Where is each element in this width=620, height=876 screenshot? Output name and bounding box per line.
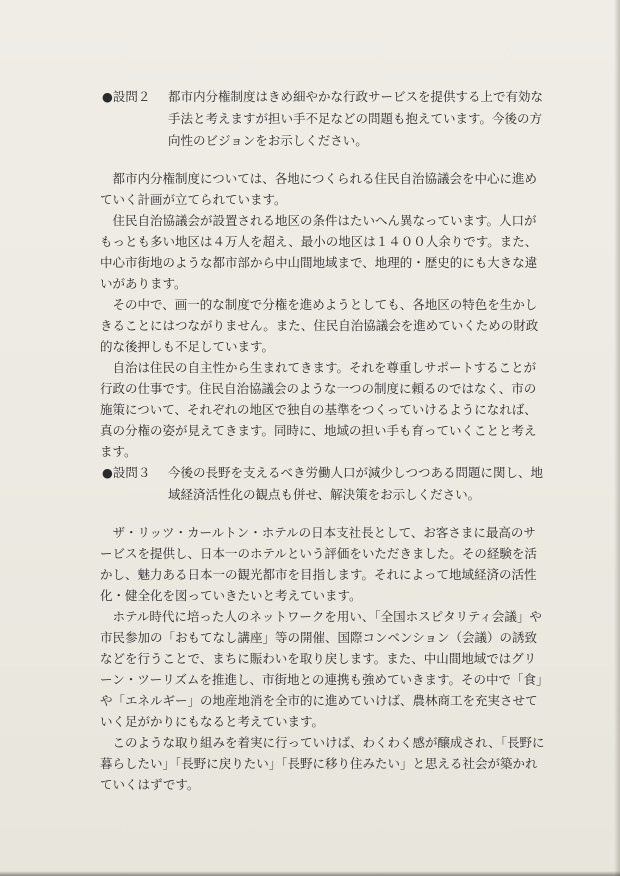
answer-3-line: ホテル時代に培った人のネットワークを用い、「全国ホスピタリティ会議」や <box>100 609 542 624</box>
answer-3-line: や「エネルギー」の地産地消を全市的に進めていけば、農林商工を充実させて <box>100 693 538 708</box>
question-2 <box>102 86 562 152</box>
answer-2-line: 都市内分権制度については、各地につくられる住民自治協議会を中心に進め <box>100 171 538 186</box>
answer-3-line: 化・健全化を図っていきたいと考えています。 <box>100 588 362 603</box>
question-3-text <box>168 462 562 506</box>
answer-2-line: きることにはつながりません。また、住民自治協議会を進めていくための財政 <box>100 318 539 333</box>
question-2-number: ●設問２ <box>102 89 151 104</box>
answer-2-line: 中心市街地のような都市部から中山間地域まで、地理的・歴史的にも大きな違 <box>100 255 538 270</box>
answer-3-line: 市民参加の「おもてなし講座」等の開催、国際コンベンション（会議）の誘致 <box>100 630 537 645</box>
question-3-number: ●設問３ <box>102 465 151 480</box>
answer-2-line: その中で、画一的な制度で分権を進めようとしても、各地区の特色を生かし <box>100 297 538 312</box>
answer-3-line: ザ・リッツ・カールトン・ホテルの日本支社長として、お客さまに最高のサ <box>100 525 536 540</box>
question-2-text <box>168 86 562 152</box>
answer-3-line: ービスを提供し、日本一のホテルという評価をいただきました。その経験を活 <box>100 546 537 561</box>
question-3-line: 域経済活性化の観点も併せ、解決策をお示しください。 <box>168 487 481 502</box>
answer-3 <box>100 522 549 795</box>
question-3 <box>102 462 562 506</box>
answer-2-line: ます。 <box>100 444 137 459</box>
answer-3-line: 暮らしたい」「長野に戻りたい」「長野に移り住みたい」と思える社会が築かれ <box>100 756 538 771</box>
answer-2-line: 的な後押しも不足しています。 <box>100 339 275 354</box>
question-2-line: 都市内分権制度はきめ細やかな行政サービスを提供する上で有効な <box>168 89 544 104</box>
answer-2-line: 住民自治協議会が設置される地区の条件はたいへん異なっています。人口が <box>100 213 537 228</box>
answer-3-line: ーン・ツーリズムを推進し、市街地との連携も強めていきます。その中で「食」 <box>100 672 549 687</box>
answer-2 <box>100 168 540 462</box>
answer-2-line: もっとも多い地区は４万人を超え、最小の地区は１４００人余りです。また、 <box>100 234 538 249</box>
question-2-line: 向性のビジョンをお示しください。 <box>168 133 368 148</box>
page-edge-shadow <box>614 0 620 876</box>
answer-3-line: ていくはずです。 <box>100 777 200 792</box>
answer-2-line: 真の分権の姿が見えてきます。同時に、地域の担い手も育っていくことと考え <box>100 423 537 438</box>
answer-3-line: かし、魅力ある日本一の観光都市を目指します。それによって地域経済の活性 <box>100 567 537 582</box>
question-2-line: 手法と考えますが担い手不足などの問題も抱えています。今後の方 <box>168 111 543 126</box>
answer-2-line: 自治は住民の自主性から生まれてきます。それを尊重しサポートすることが <box>100 360 537 375</box>
answer-3-line: などを行うことで、まちに賑わいを取り戻します。また、中山間地域ではグリ <box>100 651 537 666</box>
answer-2-line: いがあります。 <box>100 276 187 291</box>
answer-3-line: このような取り組みを着実に行っていけば、わくわく感が醸成され、「長野に <box>100 735 545 750</box>
question-3-line: 今後の長野を支えるべき労働人口が減少しつつある問題に関し、地 <box>168 465 544 480</box>
answer-2-line: 行政の仕事です。住民自治協議会のような一つの制度に頼るのではなく、市の <box>100 381 537 396</box>
answer-3-line: いく足がかりにもなると考えています。 <box>100 714 325 729</box>
page-bottom-edge <box>0 871 620 876</box>
answer-2-line: 施策について、それぞれの地区で独自の基準をつくっていけるようになれば、 <box>100 402 537 417</box>
answer-2-line: ていく計画が立てられています。 <box>100 192 287 207</box>
